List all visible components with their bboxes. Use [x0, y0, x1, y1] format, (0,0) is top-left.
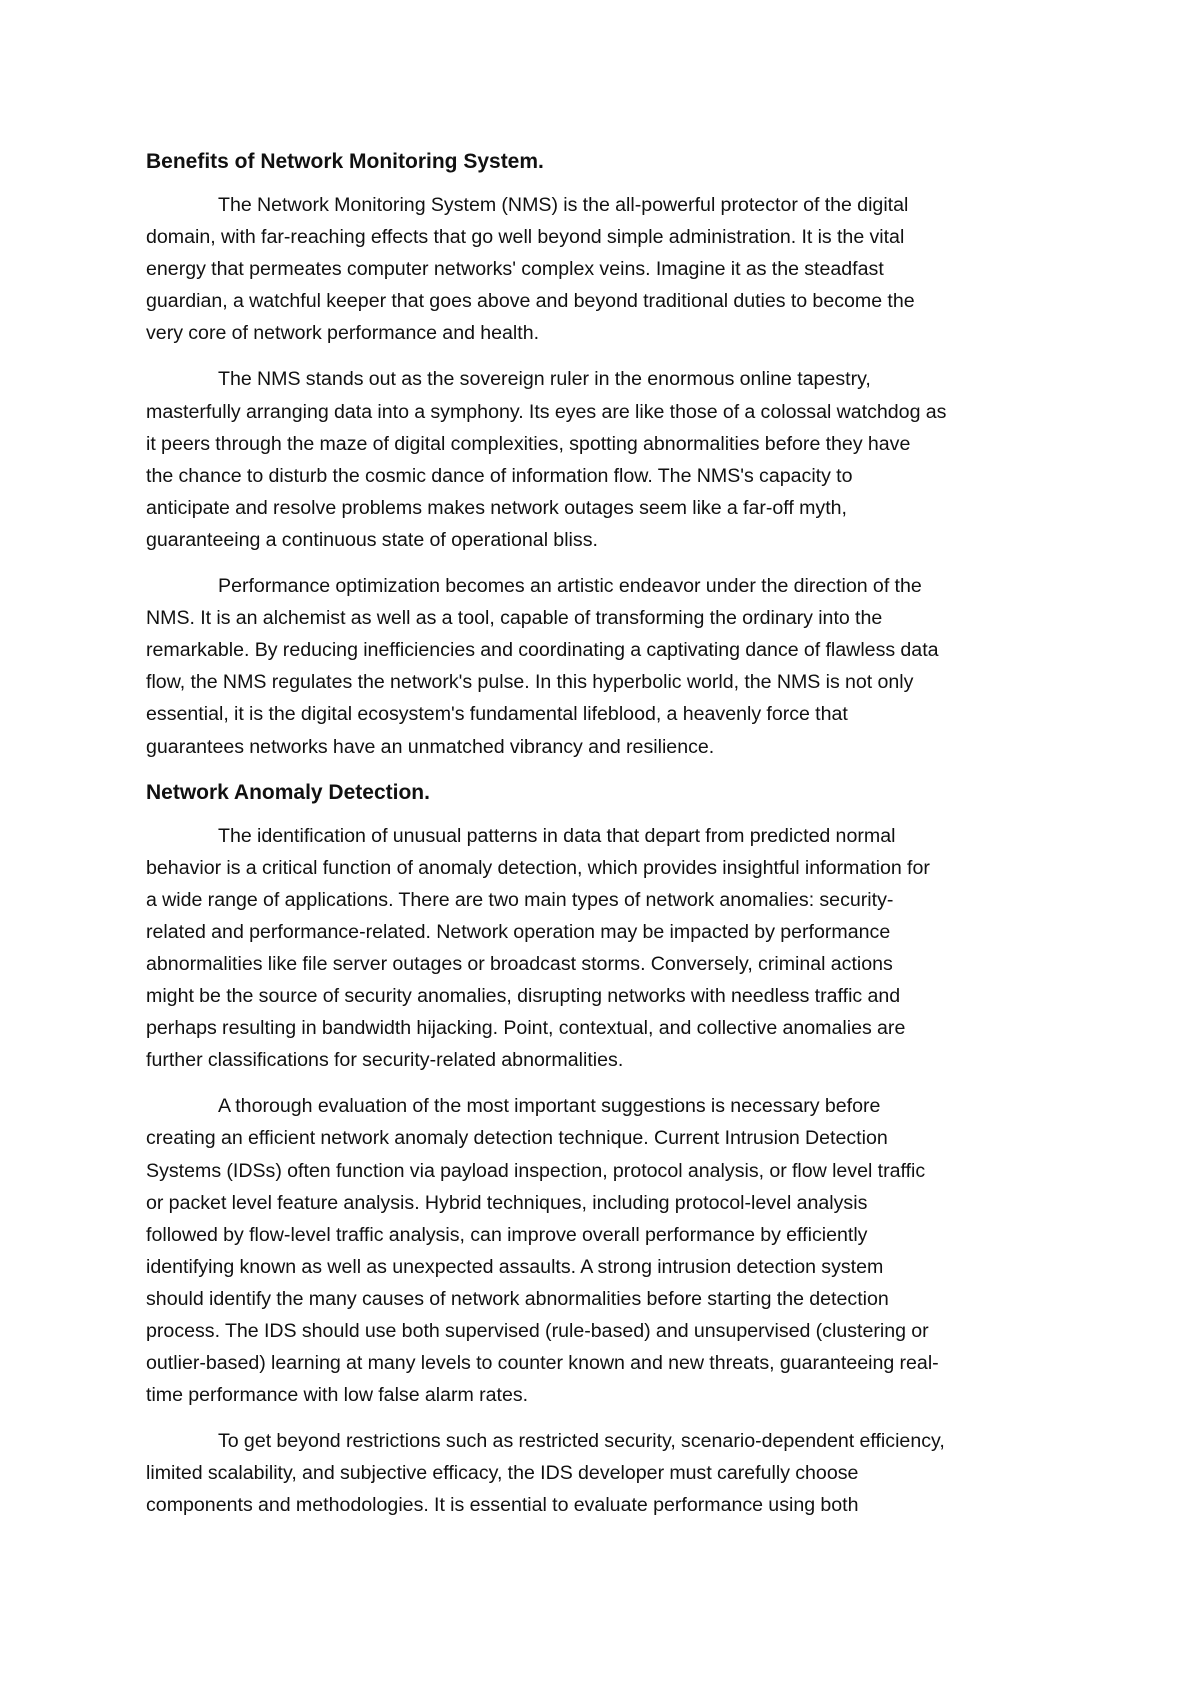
- text-line: identifying known as well as unexpected assaults. A strong intrusion detection system: [146, 1255, 884, 1278]
- text-line: outlier-based) learning at many levels to counter known and new threats, guaranteeing real-: [146, 1352, 939, 1375]
- text-line: The identification of unusual patterns in data that depart from predicted normal: [218, 824, 896, 847]
- text-line: time performance with low false alarm rates.: [146, 1384, 529, 1407]
- text-line: it peers through the maze of digital complexities, spotting abnormalities before they have: [146, 432, 911, 455]
- section-heading: Benefits of Network Monitoring System.: [146, 150, 544, 173]
- text-line: flow, the NMS regulates the network's pulse. In this hyperbolic world, the NMS is not only: [146, 671, 914, 694]
- paragraph: [146, 570, 1064, 763]
- paragraph: [146, 1425, 1064, 1521]
- text-line: essential, it is the digital ecosystem's fundamental lifeblood, a heavenly force that: [146, 703, 848, 726]
- text-line: behavior is a critical function of anomaly detection, which provides insightful information for: [146, 856, 930, 879]
- text-line: energy that permeates computer networks' complex veins. Imagine it as the steadfast: [146, 258, 884, 281]
- text-line: further classifications for security-related abnormalities.: [146, 1049, 624, 1072]
- text-line: The Network Monitoring System (NMS) is the all-powerful protector of the digital: [218, 194, 909, 216]
- text-line: creating an efficient network anomaly detection technique. Current Intrusion Detection: [146, 1127, 888, 1150]
- text-line: perhaps resulting in bandwidth hijacking. Point, contextual, and collective anomalies are: [146, 1017, 906, 1040]
- document-page: [146, 146, 1064, 1536]
- text-line: NMS. It is an alchemist as well as a tool, capable of transforming the ordinary into the: [146, 607, 883, 630]
- text-line: Systems (IDSs) often function via payload inspection, protocol analysis, or flow level traffic: [146, 1159, 926, 1182]
- paragraph: [146, 820, 1064, 1077]
- text-line: a wide range of applications. There are two main types of network anomalies: security-: [146, 888, 894, 911]
- section-heading: Network Anomaly Detection.: [146, 780, 430, 804]
- text-line: guaranteeing a continuous state of operational bliss.: [146, 528, 598, 551]
- text-line: related and performance-related. Network operation may be impacted by performance: [146, 920, 891, 943]
- paragraph: [146, 363, 1064, 556]
- text-line: abnormalities like file server outages or broadcast storms. Conversely, criminal actions: [146, 952, 893, 975]
- text-line: followed by flow-level traffic analysis, can improve overall performance by efficiently: [146, 1223, 868, 1246]
- paragraph: [146, 1090, 1064, 1411]
- text-line: or packet level feature analysis. Hybrid techniques, including protocol-level analysis: [146, 1191, 868, 1214]
- text-line: The NMS stands out as the sovereign ruler in the enormous online tapestry,: [218, 368, 871, 391]
- text-line: limited scalability, and subjective efficacy, the IDS developer must carefully choose: [146, 1462, 859, 1485]
- text-line: components and methodologies. It is essential to evaluate performance using both: [146, 1494, 859, 1517]
- text-line: remarkable. By reducing inefficiencies and coordinating a captivating dance of flawless data: [146, 639, 939, 662]
- text-line: To get beyond restrictions such as restricted security, scenario-dependent efficiency,: [218, 1430, 945, 1453]
- text-line: might be the source of security anomalies, disrupting networks with needless traffic and: [146, 985, 901, 1008]
- text-line: guardian, a watchful keeper that goes above and beyond traditional duties to become the: [146, 290, 915, 313]
- paragraph: [146, 189, 1064, 349]
- text-line: the chance to disturb the cosmic dance of information flow. The NMS's capacity to: [146, 464, 853, 487]
- text-line: A thorough evaluation of the most important suggestions is necessary before: [218, 1095, 881, 1118]
- text-line: should identify the many causes of network abnormalities before starting the detection: [146, 1287, 889, 1310]
- text-line: process. The IDS should use both supervised (rule-based) and unsupervised (clustering or: [146, 1320, 929, 1342]
- text-line: guarantees networks have an unmatched vibrancy and resilience.: [146, 735, 715, 758]
- text-line: masterfully arranging data into a symphony. Its eyes are like those of a colossal watchdog as: [146, 400, 947, 423]
- text-line: domain, with far-reaching effects that go well beyond simple administration. It is the vital: [146, 226, 905, 249]
- text-line: anticipate and resolve problems makes network outages seem like a far-off myth,: [146, 496, 847, 519]
- text-line: Performance optimization becomes an artistic endeavor under the direction of the: [218, 575, 922, 598]
- text-line: very core of network performance and health.: [146, 322, 540, 345]
